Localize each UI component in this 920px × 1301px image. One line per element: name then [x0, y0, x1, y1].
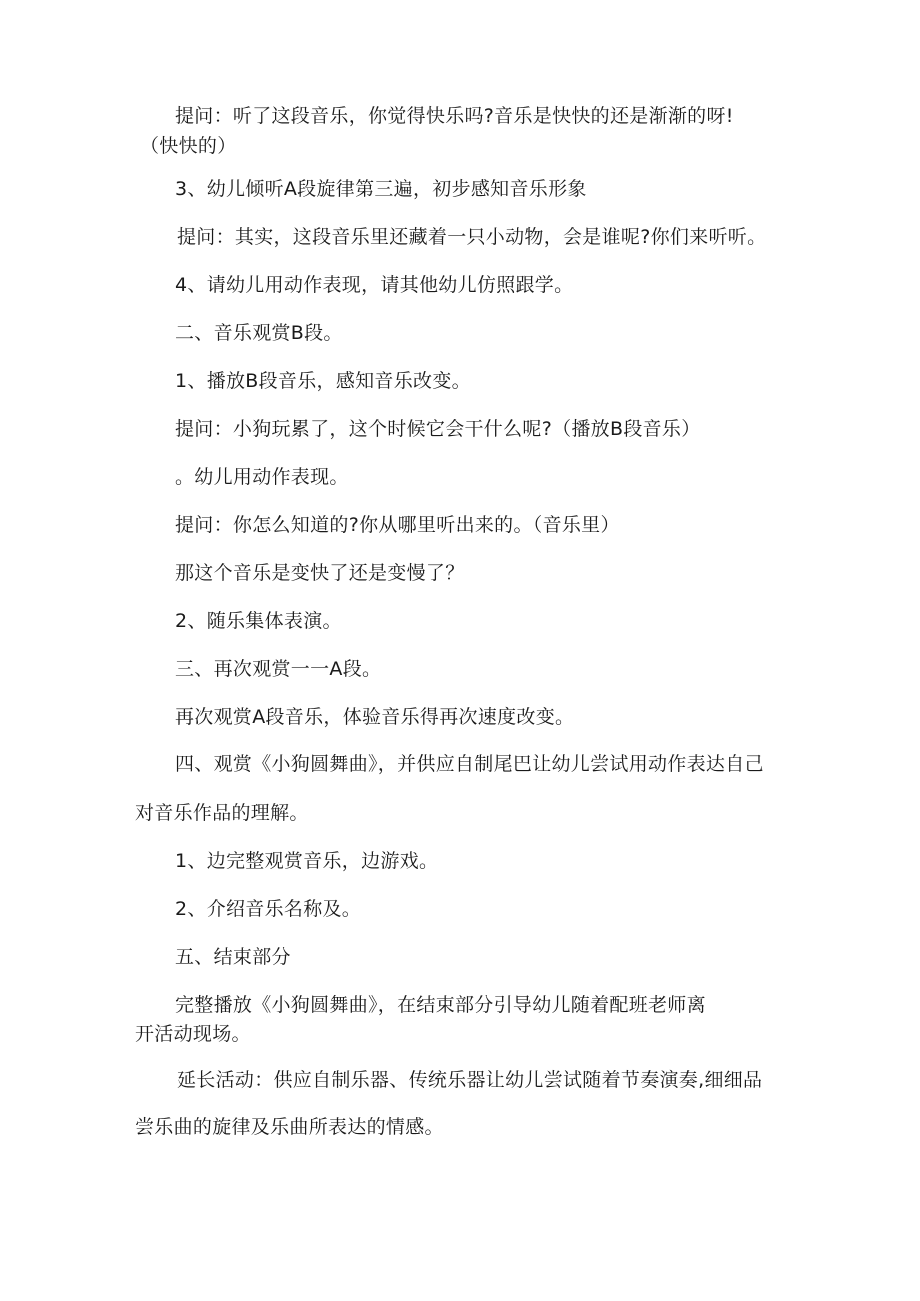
text-line-23: 尝乐曲的旋律及乐曲所表达的情感。 — [135, 1116, 444, 1138]
text-line-9: 。幼儿用动作表现。 — [175, 466, 349, 488]
text-line-7: 1、播放B段音乐，感知音乐改变。 — [175, 370, 471, 392]
text-line-11: 那这个音乐是变快了还是变慢了？ — [175, 562, 465, 584]
text-line-21: 开活动现场。 — [135, 1023, 251, 1045]
text-line-17: 1、边完整观赏音乐，边游戏。 — [175, 850, 439, 872]
text-line-4: 提问：其实，这段音乐里还藏着一只小动物，会是谁呢?你们来听听。 — [177, 226, 767, 248]
text-line-20: 完整播放《小狗圆舞曲》，在结束部分引导幼儿随着配班老师离 — [175, 994, 706, 1016]
text-line-5: 4、请幼儿用动作表现，请其他幼儿仿照跟学。 — [175, 274, 574, 296]
section-heading-2: 二、音乐观赏B段。 — [175, 322, 343, 344]
text-line-3: 3、幼儿倾听A段旋律第三遍，初步感知音乐形象 — [175, 178, 587, 200]
text-line-12: 2、随乐集体表演。 — [175, 610, 342, 632]
text-line-10: 提问：你怎么知道的?你从哪里听出来的。（音乐里） — [175, 514, 620, 536]
text-line-8: 提问：小狗玩累了，这个时候它会干什么呢?（播放B段音乐） — [175, 418, 701, 440]
text-line-1: 提问：听了这段音乐，你觉得快乐吗?音乐是快快的还是渐渐的呀! — [175, 105, 734, 127]
section-heading-5: 五、结束部分 — [175, 946, 291, 968]
section-heading-3: 三、再次观赏一一A段。 — [175, 658, 382, 680]
text-line-22: 延长活动：供应自制乐器、传统乐器让幼儿尝试随着节奏演奏,细细品 — [177, 1069, 763, 1091]
text-line-18: 2、介绍音乐名称及。 — [175, 898, 362, 920]
text-line-16: 对音乐作品的理解。 — [135, 802, 309, 824]
text-line-2: （快快的） — [140, 135, 237, 157]
text-line-14: 再次观赏A段音乐，体验音乐得再次速度改变。 — [175, 706, 575, 728]
section-heading-4: 四、观赏《小狗圆舞曲》，并供应自制尾巴让幼儿尝试用动作表达自己 — [175, 753, 764, 775]
